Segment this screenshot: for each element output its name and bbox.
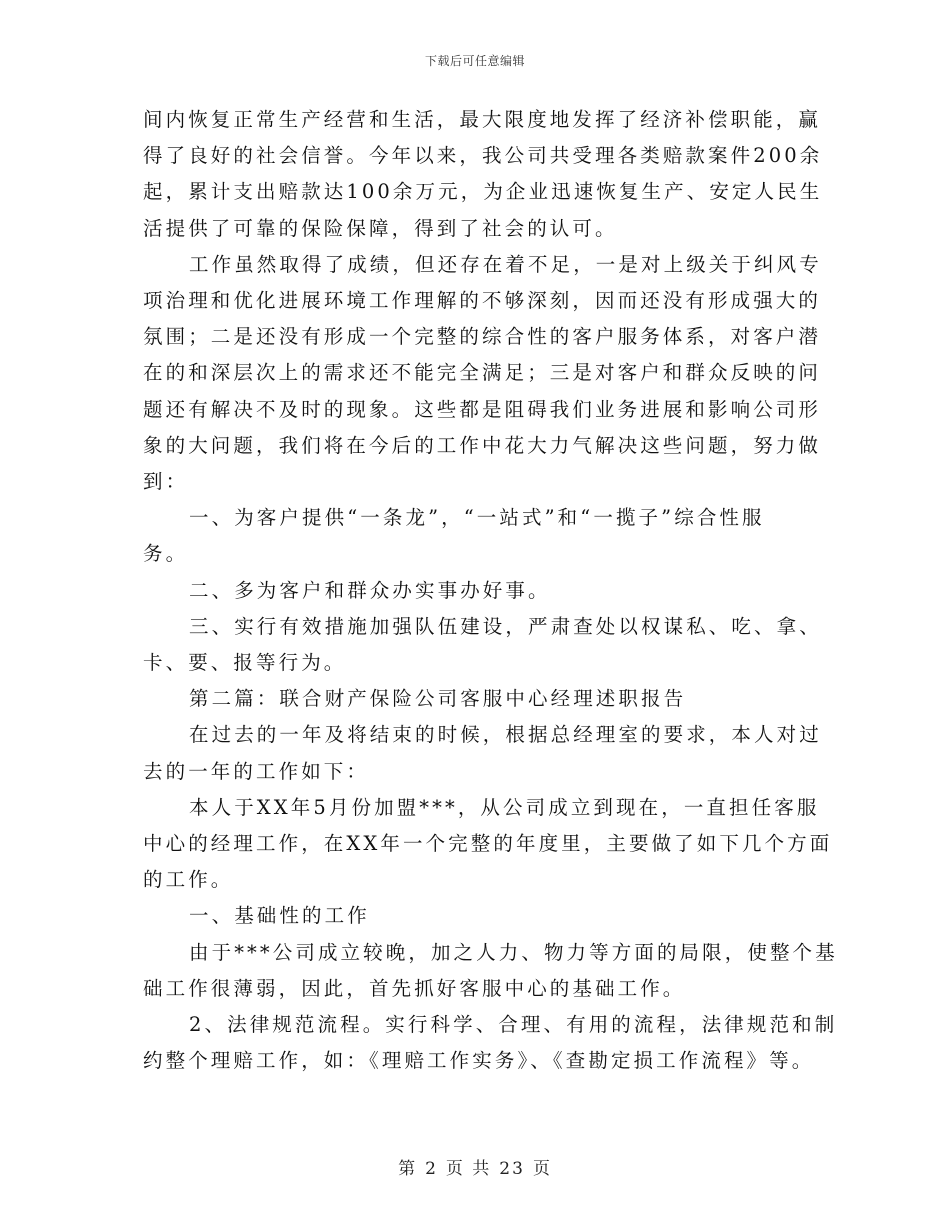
text-line: 二、多为客户和群众办实事办好事。 (189, 578, 551, 602)
page-header: 下载后可任意编辑 (424, 54, 525, 68)
text-line: 氛围；二是还没有形成一个完整的综合性的客户服务体系，对客户潜 (143, 325, 822, 349)
text-line: 由于***公司成立较晚，加之人力、物力等方面的局限，使整个基 (189, 940, 838, 964)
text-line: 一、基础性的工作 (189, 904, 370, 928)
paragraph (143, 1007, 838, 1079)
text-line: 去的一年的工作如下： (143, 759, 370, 783)
text-line: 卡、要、报等行为。 (143, 651, 347, 675)
page-label-prefix: 第 (398, 1159, 418, 1179)
paragraph (143, 790, 833, 899)
paragraph (143, 573, 807, 609)
text-line: 起，累计支出赔款达100余万元，为企业迅速恢复生产、安定人民生 (143, 180, 823, 204)
paragraph (143, 935, 838, 1007)
text-line: 象的大问题，我们将在今后的工作中花大力气解决这些问题，努力做 (143, 433, 822, 457)
text-line: 本人于XX年5月份加盟***，从公司成立到现在，一直担任客服 (189, 795, 820, 819)
text-line: 在的和深层次上的需求还不能完全满足；三是对客户和群众反映的问 (143, 361, 822, 385)
page-label-mid: 页 共 (445, 1159, 492, 1179)
text-line: 第二篇：联合财产保险公司客服中心经理述职报告 (189, 687, 687, 711)
page-label-suffix: 页 (532, 1159, 552, 1179)
paragraph (143, 102, 823, 247)
section-heading (143, 681, 807, 717)
subsection-heading (143, 898, 807, 934)
text-line: 活提供了可靠的保险保障，得到了社会的认可。 (143, 216, 618, 240)
text-line: 2、法律规范流程。实行科学、合理、有用的流程，法律规范和制 (189, 1013, 838, 1037)
paragraph (143, 500, 807, 572)
text-line: 约整个理赔工作，如：《理赔工作实务》、《查勘定损工作流程》等。 (143, 1049, 815, 1073)
text-line: 得了良好的社会信誉。今年以来，我公司共受理各类赔款案件200余 (143, 144, 823, 168)
paragraph (143, 247, 822, 500)
paragraph (143, 717, 822, 789)
text-line: 务。 (143, 542, 189, 566)
total-pages: 23 (499, 1159, 525, 1179)
text-line: 三、实行有效措施加强队伍建设，严肃查处以权谋私、吃、拿、 (189, 614, 822, 638)
text-line: 中心的经理工作，在XX年一个完整的年度里，主要做了如下几个方面 (143, 832, 833, 856)
text-line: 在过去的一年及将结束的时候，根据总经理室的要求，本人对过 (189, 723, 822, 747)
text-line: 工作虽然取得了成绩，但还存在着不足，一是对上级关于纠风专 (189, 252, 822, 276)
text-line: 础工作很薄弱，因此，首先抓好客服中心的基础工作。 (143, 976, 686, 1000)
document-body (143, 102, 838, 1079)
paragraph (143, 609, 822, 681)
page-footer (0, 1154, 950, 1179)
text-line: 的工作。 (143, 868, 234, 892)
text-line: 项治理和优化进展环境工作理解的不够深刻，因而还没有形成强大的 (143, 289, 822, 313)
page-number: 2 (425, 1159, 438, 1179)
text-line: 间内恢复正常生产经营和生活，最大限度地发挥了经济补偿职能，赢 (143, 108, 822, 131)
text-line: 题还有解决不及时的现象。这些都是阻碍我们业务进展和影响公司形 (143, 397, 822, 421)
text-line: 到： (143, 470, 189, 494)
text-line: 一、为客户提供“一条龙”，“一站式”和“一揽子”综合性服 (189, 506, 765, 530)
